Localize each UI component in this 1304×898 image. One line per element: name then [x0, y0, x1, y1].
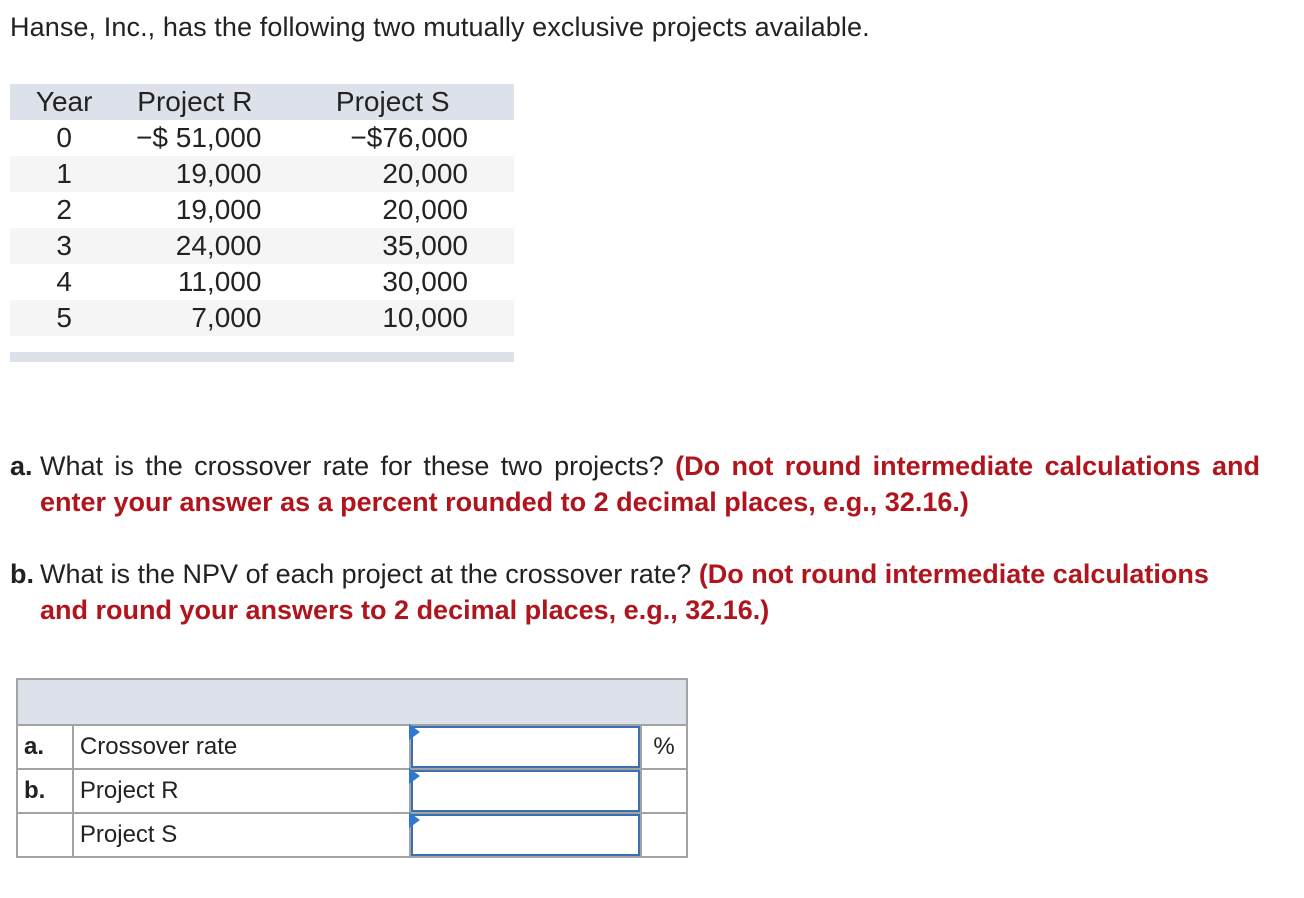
answer-row-desc: Crossover rate	[73, 725, 410, 769]
cash-flow-header-row	[10, 84, 514, 120]
question-a-body	[40, 448, 1260, 520]
table-row	[10, 264, 514, 300]
answer-table-header	[17, 679, 687, 725]
year-cell: 5	[10, 300, 118, 336]
cash-flow-table	[10, 84, 514, 336]
project-r-npv-input[interactable]	[411, 770, 640, 812]
answer-row-label	[17, 813, 73, 857]
question-b-instruction: (Do not round intermediate calculations and round your answers to 2 decimal places, e.g., 32.16.)	[40, 559, 1209, 625]
project-r-cell: −$ 51,000	[118, 120, 271, 156]
question-b-label: b.	[10, 559, 34, 589]
answer-row-desc: Project S	[73, 813, 410, 857]
question-a-text: What is the crossover rate for these two projects?	[40, 451, 676, 481]
project-s-npv-cell	[410, 813, 641, 857]
answer-row-project-s	[17, 813, 687, 857]
project-r-npv-cell	[410, 769, 641, 813]
year-cell: 0	[10, 120, 118, 156]
crossover-rate-cell	[410, 725, 641, 769]
year-cell: 4	[10, 264, 118, 300]
table-row	[10, 228, 514, 264]
project-r-cell: 24,000	[118, 228, 271, 264]
unit-cell	[641, 813, 687, 857]
percent-unit: %	[641, 725, 687, 769]
question-a-instruction: (Do not round intermediate calculations and enter your answer as a percent rounded to 2 decimal places, e.g., 32.16.)	[40, 451, 1260, 517]
answer-row-project-r	[17, 769, 687, 813]
input-marker-icon	[409, 812, 420, 828]
cash-flow-table-footer	[10, 352, 514, 362]
project-s-cell: −$76,000	[271, 120, 514, 156]
year-cell: 1	[10, 156, 118, 192]
answer-row-desc: Project R	[73, 769, 410, 813]
input-marker-icon	[409, 724, 420, 740]
project-s-cell: 30,000	[271, 264, 514, 300]
unit-cell	[641, 769, 687, 813]
year-cell: 2	[10, 192, 118, 228]
header-year: Year	[10, 84, 118, 120]
answer-row-label: b.	[17, 769, 73, 813]
project-s-cell: 20,000	[271, 192, 514, 228]
header-project-r: Project R	[118, 84, 271, 120]
answer-table	[16, 678, 688, 858]
crossover-rate-input[interactable]	[411, 726, 640, 768]
project-s-cell: 20,000	[271, 156, 514, 192]
table-row	[10, 192, 514, 228]
header-project-s: Project S	[271, 84, 514, 120]
table-row	[10, 120, 514, 156]
answer-row-label: a.	[17, 725, 73, 769]
answer-row-crossover	[17, 725, 687, 769]
project-r-cell: 11,000	[118, 264, 271, 300]
question-a-label: a.	[10, 451, 33, 481]
project-s-cell: 35,000	[271, 228, 514, 264]
table-row	[10, 300, 514, 336]
table-row	[10, 156, 514, 192]
project-r-cell: 19,000	[118, 156, 271, 192]
question-b-text: What is the NPV of each project at the crossover rate?	[40, 559, 699, 589]
problem-intro: Hanse, Inc., has the following two mutually exclusive projects available.	[10, 12, 870, 42]
question-a	[10, 448, 1260, 558]
project-s-cell: 10,000	[271, 300, 514, 336]
project-r-cell: 7,000	[118, 300, 271, 336]
project-s-npv-input[interactable]	[411, 814, 640, 856]
answer-table-header-cell	[17, 679, 687, 725]
input-marker-icon	[409, 768, 420, 784]
question-b-body	[40, 556, 1260, 628]
year-cell: 3	[10, 228, 118, 264]
project-r-cell: 19,000	[118, 192, 271, 228]
question-b	[10, 556, 1260, 628]
